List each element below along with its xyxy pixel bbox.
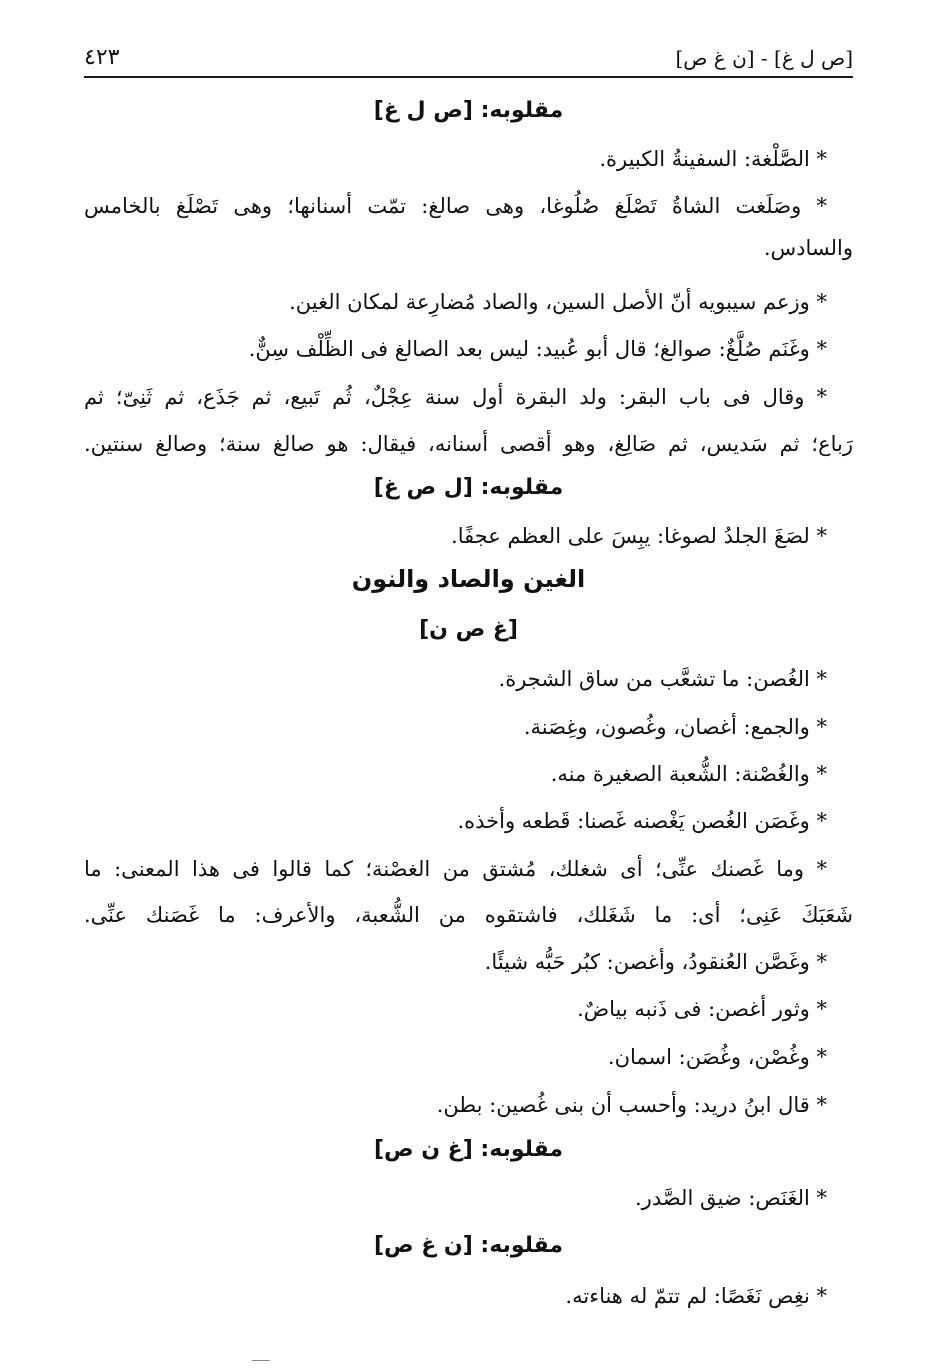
heading-maqlub-lam-sad-ghayn: مقلوبه: [ل ص غ] <box>373 475 564 500</box>
entry-ghusn-ismani: * وغُصْن، وغُصَن: اسمان. <box>607 1045 827 1069</box>
entry-naghisa: * نغِص نَغَصًا: لم تتمّ له هناءته. <box>565 1284 827 1308</box>
entry-lasagha: * لصَغَ الجلدُ لصوغا: يبِسَ على العظم عجفًا. <box>451 524 827 548</box>
print-mark <box>252 1356 270 1361</box>
heading-maqlub-sad-lam-ghayn: مقلوبه: [ص ل غ] <box>373 98 564 123</box>
section-title-ghayn-sad-nun: الغين والصاد والنون <box>351 565 586 593</box>
heading-maqlub-ghayn-nun-sad: مقلوبه: [غ ن ص] <box>373 1137 564 1162</box>
entry-bab-albaqar-line1: * وقال فى باب البقر: ولد البقرة أول سنة عِجْلٌ، ثُم تَبيع، ثم جَذَع، ثم ثَنِىّ؛ ثم <box>84 385 827 409</box>
entry-ghusn: * الغُصن: ما تشعَّب من ساق الشجرة. <box>498 667 827 691</box>
page-number: ٤٢٣ <box>84 45 120 70</box>
running-header <box>84 36 853 78</box>
entry-ghasana: * وغَصَن الغُصن يَغْصنه غَصنا: قَطعه وأخذه. <box>457 809 827 833</box>
entry-thawr-aghsan: * وثور أغصن: فى ذَنبه بياضٌ. <box>577 997 827 1021</box>
entry-salgha: * الصَّلْغة: السفينةُ الكبيرة. <box>599 147 827 171</box>
entry-ghanas: * الغَنَص: ضيق الصَّدر. <box>635 1186 827 1210</box>
entry-jam: * والجمع: أغصان، وغُصون، وغِصَنة. <box>523 715 827 739</box>
header-title: [ص ل غ] - [ن غ ص] <box>675 46 853 70</box>
heading-ghayn-sad-nun: [غ ص ن] <box>419 617 518 642</box>
heading-maqlub-nun-ghayn-sad: مقلوبه: [ن غ ص] <box>373 1233 564 1258</box>
entry-ghusna: * والغُصْنة: الشُّعبة الصغيرة منه. <box>550 762 827 786</box>
entry-ghanam-sullagh: * وغَنَم صُلَّغٌ: صوالغ؛ قال أبو عُبيد: ليس بعد الصالغ فى الظِّلْف سِنٌّ. <box>248 337 827 361</box>
entry-ghassana-alunqud: * وغَصَّن العُنقودُ، وأغصن: كبُر حَبُّه شيئًا. <box>484 950 827 974</box>
entry-ibn-durayd: * قال ابنُ دريد: وأحسب أن بنى غُصين: بطن. <box>436 1093 827 1117</box>
entry-ma-ghasanak-line1: * وما غَصنك عنِّى؛ أى شغلك، مُشتق من الغصْنة؛ كما قالوا فى هذا المعنى: ما <box>84 857 827 881</box>
entry-sibawayh: * وزعم سيبويه أنّ الأصل السين، والصاد مُضارِعة لمكان الغين. <box>289 290 827 314</box>
entry-salagha-line2: والسادس. <box>763 236 853 260</box>
entry-bab-albaqar-line2: رَباع؛ ثم سَديس، ثم صَالِغ، وهو أقصى أسنانه، فيقال: هو صالغ سنة؛ وصالغ سنتين. <box>84 432 853 456</box>
entry-salagha-line1: * وصَلَغت الشاةُ تَصْلَغ صُلُوغا، وهى صالغ: تمّت أسنانها؛ وهى تَصْلَغ بالخامس <box>84 194 827 218</box>
entry-ma-ghasanak-line2: شَعَبَكَ عَنِى؛ أى: ما شَغَلك، فاشتقوه من الشُّعبة، والأعرف: ما غَصَنك عنِّى. <box>84 903 853 927</box>
